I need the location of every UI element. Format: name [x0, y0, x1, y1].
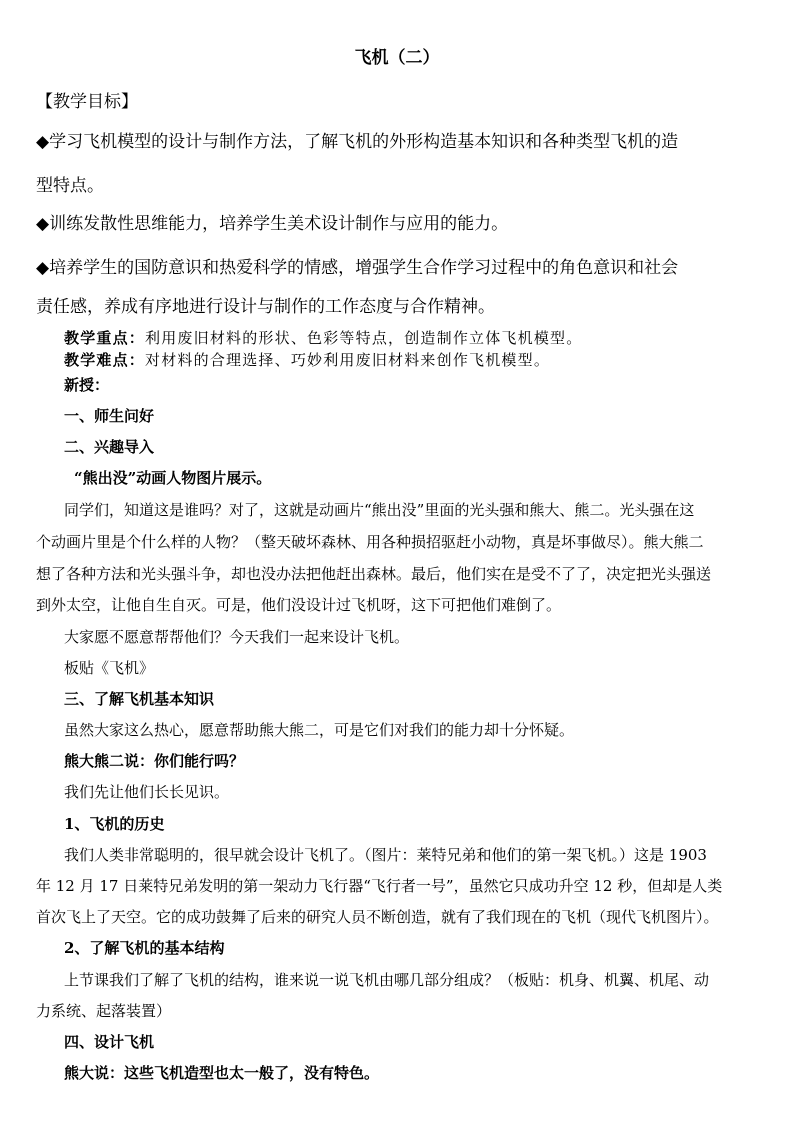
key-point-text: 利用废旧材料的形状、色彩等特点，创造制作立体飞机模型。: [145, 329, 583, 347]
new-lesson-heading: 新授：: [64, 376, 110, 394]
paragraph-8-line-1: 上节课我们了解了飞机的结构，谁来说一说飞机由哪几部分组成？（板贴：机身、机翼、机尾、动: [64, 971, 710, 989]
paragraph-6: 我们先让他们长长见识。: [64, 783, 230, 801]
paragraph-3: 板贴《飞机》: [64, 659, 155, 677]
difficulty-label: 教学难点：: [64, 351, 146, 369]
intro-show-line: “熊出没”动画人物图片展示。: [74, 469, 272, 487]
objective-1-line-1: ◆学习飞机模型的设计与制作方法，了解飞机的外形构造基本知识和各种类型飞机的造: [36, 132, 679, 152]
paragraph-5: 熊大熊二说：你们能行吗？: [64, 752, 245, 770]
section-3-heading: 三、了解飞机基本知识: [64, 690, 215, 708]
objective-3-line-1: ◆培养学生的国防意识和热爱科学的情感，增强学生合作学习过程中的角色意识和社会: [36, 258, 679, 278]
key-point-label: 教学重点：: [64, 329, 146, 347]
section-1-heading: 一、师生问好: [64, 407, 155, 425]
section-2-heading: 二、兴趣导入: [64, 438, 155, 456]
difficulty-line: [64, 351, 550, 369]
paragraph-7-line-3: 首次飞上了天空。它的成功鼓舞了后来的研究人员不断创造，就有了我们现在的飞机（现代飞机图片）。: [36, 908, 719, 926]
paragraph-9: 熊大说：这些飞机造型也太一般了，没有特色。: [64, 1064, 380, 1082]
paragraph-8-line-2: 力系统、起落装置）: [36, 1002, 172, 1020]
subsection-2-heading: 2、了解飞机的基本结构: [64, 939, 225, 957]
subsection-1-heading: 1、飞机的历史: [64, 815, 165, 833]
paragraph-1-line-4: 到外太空，让他自生自灭。可是，他们没设计过飞机呀，这下可把他们难倒了。: [36, 596, 562, 614]
paragraph-7-line-2: 年 12 月 17 日莱特兄弟发明的第一架动力飞行器“飞行者一号”，虽然它只成功升空 12 秒，但却是人类: [36, 877, 723, 895]
section-4-heading: 四、设计飞机: [64, 1033, 155, 1051]
objective-2: ◆训练发散性思维能力，培养学生美术设计制作与应用的能力。: [36, 214, 509, 234]
key-point-line: [64, 329, 582, 347]
paragraph-4: 虽然大家这么热心，愿意帮助熊大熊二，可是它们对我们的能力却十分怀疑。: [64, 721, 575, 739]
paragraph-1-line-3: 想了各种方法和光头强斗争，却也没办法把他赶出森林。最后，他们实在是受不了了，决定把光头强送: [36, 565, 712, 583]
page-title: 飞机（二）: [354, 48, 440, 68]
paragraph-1-line-1: 同学们，知道这是谁吗？对了，这就是动画片“熊出没”里面的光头强和熊大、熊二。光头强在这: [64, 501, 695, 519]
paragraph-7-line-1: 我们人类非常聪明的，很早就会设计飞机了。（图片：莱特兄弟和他们的第一架飞机。）这是 1903: [64, 846, 707, 864]
paragraph-1-line-2: 个动画片里是个什么样的人物？（整天破坏森林、用各种损招驱赶小动物，真是坏事做尽）。熊大熊二: [36, 533, 704, 551]
objective-1-line-2: 型特点。: [36, 176, 104, 196]
objective-3-line-2: 责任感，养成有序地进行设计与制作的工作态度与合作精神。: [36, 297, 495, 317]
objectives-heading: 【教学目标】: [36, 92, 138, 112]
difficulty-text: 对材料的合理选择、巧妙利用废旧材料来创作飞机模型。: [145, 351, 551, 369]
paragraph-2: 大家愿不愿意帮帮他们？今天我们一起来设计飞机。: [64, 628, 410, 646]
